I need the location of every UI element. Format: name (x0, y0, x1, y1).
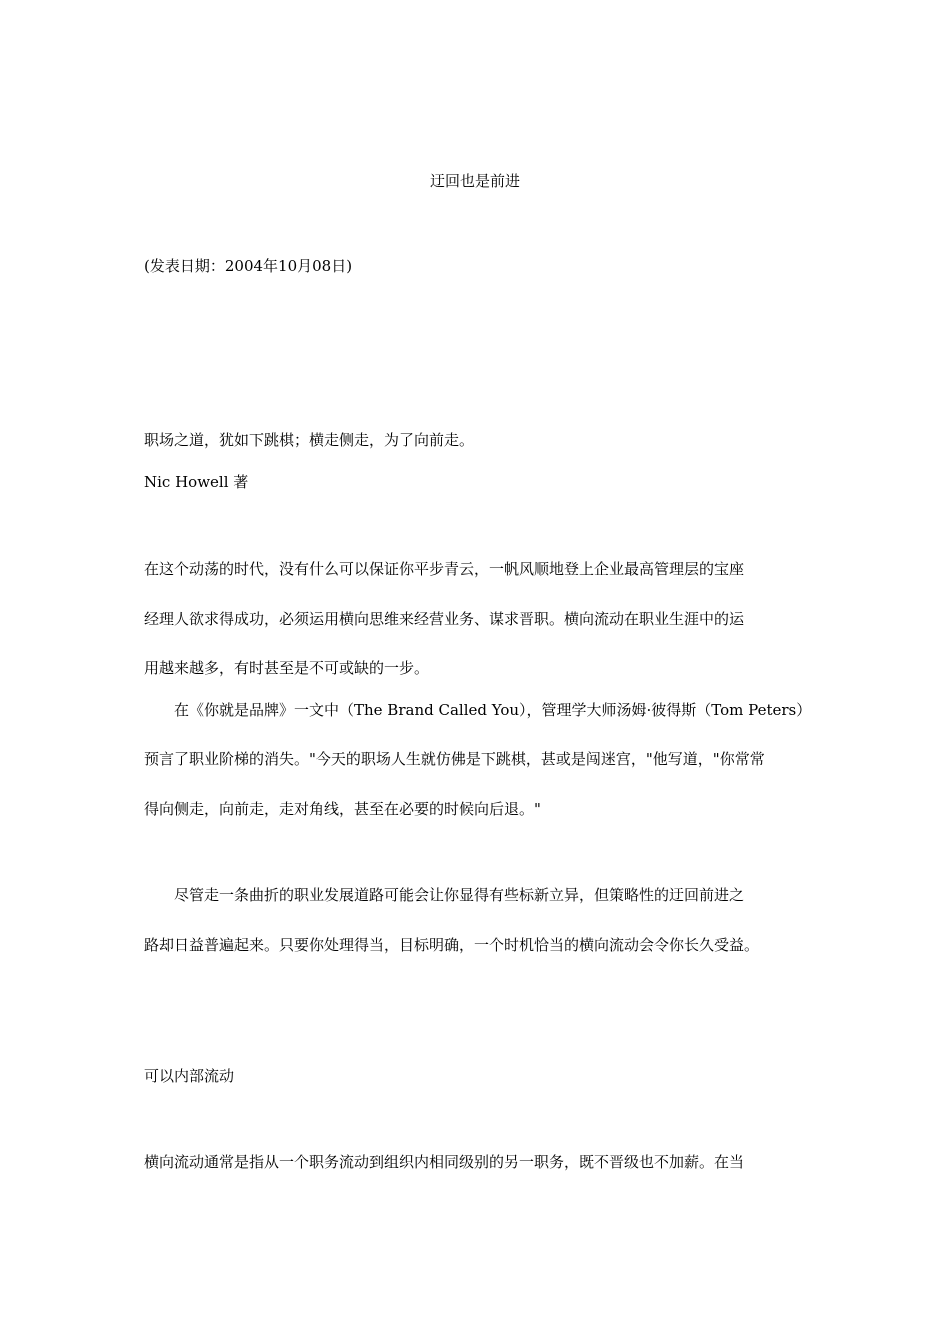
section-heading: 可以内部流动 (144, 1067, 235, 1085)
paragraph-2-line-1: 在《你就是品牌》一文中（The Brand Called You），管理学大师汤姆·彼得斯（Tom Peters） (174, 701, 812, 719)
paragraph-1-line-3: 用越来越多，有时甚至是不可或缺的一步。 (144, 659, 430, 677)
paragraph-2-line-3: 得向侧走，向前走，走对角线，甚至在必要的时候向后退。" (144, 800, 541, 818)
paragraph-2-line-2: 预言了职业阶梯的消失。"今天的职场人生就仿佛是下跳棋，甚或是闯迷宫，"他写道，"你常常 (144, 750, 765, 768)
author-line: Nic Howell 著 (144, 473, 249, 491)
document-title: 迂回也是前进 (429, 172, 520, 190)
paragraph-1-line-1: 在这个动荡的时代，没有什么可以保证你平步青云，一帆风顺地登上企业最高管理层的宝座 (144, 560, 745, 578)
paragraph-3-line-1: 尽管走一条曲折的职业发展道路可能会让你显得有些标新立异，但策略性的迂回前进之 (174, 886, 745, 904)
paragraph-3-line-2: 路却日益普遍起来。只要你处理得当，目标明确，一个时机恰当的横向流动会令你长久受益。 (144, 936, 760, 954)
paragraph-4-line-1: 横向流动通常是指从一个职务流动到组织内相同级别的另一职务，既不晋级也不加薪。在当 (144, 1153, 745, 1171)
subtitle: 职场之道，犹如下跳棋；横走侧走，为了向前走。 (144, 431, 475, 449)
publish-date: (发表日期：2004年10月08日) (144, 257, 353, 275)
paragraph-1-line-2: 经理人欲求得成功，必须运用横向思维来经营业务、谋求晋职。横向流动在职业生涯中的运 (144, 610, 745, 628)
